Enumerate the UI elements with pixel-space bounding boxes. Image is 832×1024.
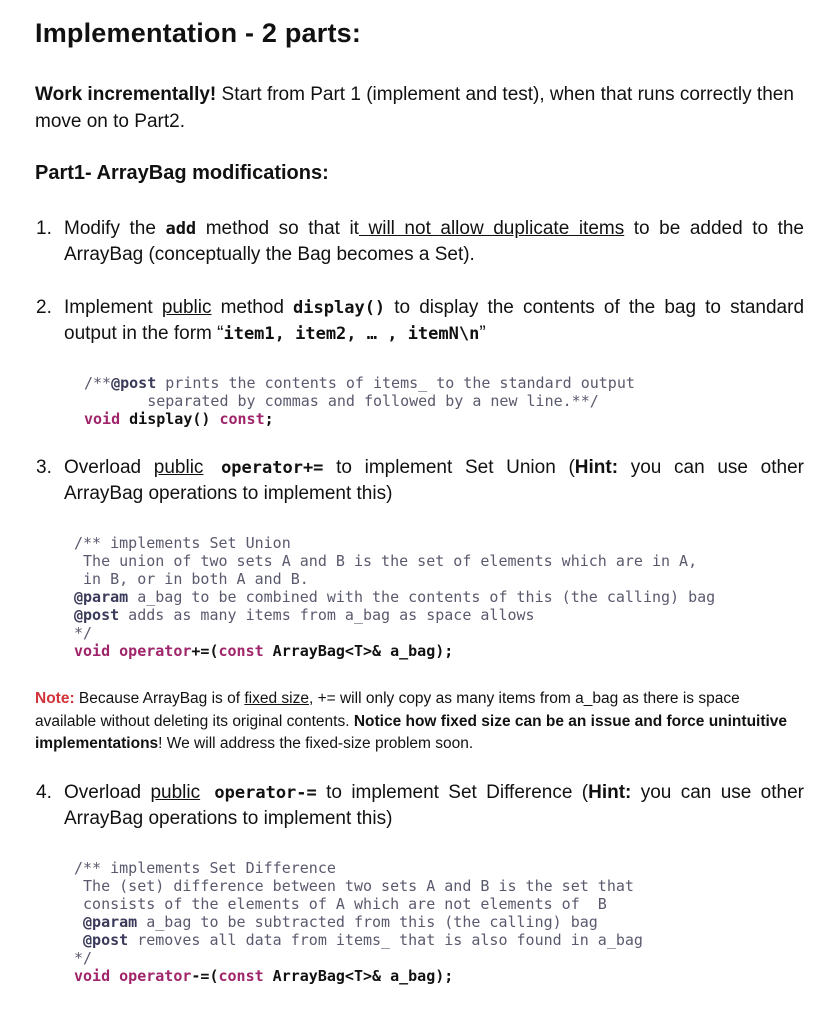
note-text: Because ArrayBag is of — [74, 690, 245, 707]
item-text — [64, 295, 804, 347]
inline-code: display() — [293, 298, 386, 318]
intro-text: Start from Part 1 (implement and test), when that runs correctly then move on to Part2. — [35, 84, 794, 132]
list-item-4 — [36, 780, 804, 832]
item-text-part: method so that it — [196, 218, 359, 239]
code-comment: removes all data from items_ that is also found in a_bag — [128, 931, 643, 949]
list-item-2 — [36, 295, 804, 347]
item-number: 2. — [36, 297, 52, 318]
hint-label: Hint: — [588, 782, 632, 803]
page-title: Implementation - 2 parts: — [35, 18, 362, 48]
code-tag: @post — [74, 606, 120, 624]
item-text — [64, 455, 804, 507]
code-plain: +=( — [191, 642, 219, 660]
underlined-text: public — [150, 782, 201, 803]
code-keyword: const — [219, 410, 265, 428]
code-plain: display() — [120, 410, 220, 428]
item-text-part: to be added to the ArrayBag (conceptually the Bag becomes a Set). — [64, 218, 804, 265]
note-label: Note: — [35, 690, 75, 707]
item-text-part: Overload — [64, 782, 151, 803]
item-text-part: method — [211, 297, 294, 318]
code-comment: /** — [84, 374, 112, 392]
code-tag: @param — [83, 913, 138, 931]
code-tag: @post — [111, 374, 157, 392]
underlined-text: public — [161, 297, 212, 318]
code-comment: /** implements Set Union — [74, 534, 291, 552]
item-text-part: to implement Set Union ( — [323, 457, 575, 478]
inline-code: item1, item2, … , itemN\n — [223, 324, 480, 344]
item-text-part: you can use other ArrayBag operations to implement this) — [64, 457, 804, 504]
code-comment: a_bag to be subtracted from this (the calling) bag — [137, 913, 598, 931]
code-keyword: void — [84, 410, 121, 428]
item-text — [64, 780, 804, 832]
item-text-part: Implement — [64, 297, 162, 318]
note-text: , += will only copy as many items from a_bag as there is space available without deleting its original contents. — [35, 690, 740, 730]
intro-paragraph — [35, 81, 805, 135]
code-comment: */ — [74, 949, 93, 967]
item-number: 3. — [36, 457, 52, 478]
list-item-1 — [36, 216, 804, 268]
note-text: ! We will address the fixed-size problem soon. — [158, 735, 474, 752]
intro-bold: Work incrementally! — [35, 84, 217, 105]
code-keyword: const — [218, 967, 264, 985]
hint-label: Hint: — [574, 457, 619, 478]
code-comment: The union of two sets A and B is the set of elements which are in A, — [74, 552, 698, 570]
underlined-text: fixed size — [244, 690, 309, 707]
code-plain: ArrayBag<T>& a_bag); — [263, 967, 454, 985]
underlined-text: public — [153, 457, 204, 478]
code-comment: /** implements Set Difference — [74, 859, 336, 877]
code-block-union — [74, 534, 715, 660]
part1-heading: Part1- ArrayBag modifications: — [35, 162, 329, 184]
code-keyword: operator — [110, 967, 192, 985]
item-text-part: Modify the — [64, 218, 166, 239]
item-text-part: to implement Set Difference ( — [316, 782, 589, 803]
code-comment: The (set) difference between two sets A and B is the set that — [74, 877, 634, 895]
code-comment: consists of the elements of A which are not elements of B — [74, 895, 607, 913]
code-comment: prints the contents of items_ to the standard output — [156, 374, 635, 392]
code-plain: ArrayBag<T>& a_bag); — [263, 642, 454, 660]
list-item-3 — [36, 455, 804, 507]
item-number: 4. — [36, 782, 52, 803]
item-text-part: to display the contents of the bag to standard output in the form “ — [64, 297, 805, 344]
code-keyword: void — [74, 967, 111, 985]
item-text — [64, 216, 804, 268]
item-number: 1. — [36, 218, 52, 239]
code-plain: -=( — [191, 967, 219, 985]
inline-code: operator+= — [203, 458, 324, 478]
code-comment: adds as many items from a_bag as space allows — [119, 606, 535, 624]
code-block-difference — [74, 859, 643, 985]
code-tag: @post — [83, 931, 129, 949]
code-comment: separated by commas and followed by a new line.**/ — [84, 392, 599, 410]
code-tag: @param — [74, 588, 129, 606]
code-comment: */ — [74, 624, 93, 642]
code-block-display — [84, 374, 635, 428]
code-keyword: void — [74, 642, 111, 660]
item-text-part: ” — [479, 323, 486, 344]
note-paragraph — [35, 688, 805, 756]
code-keyword: operator — [110, 642, 192, 660]
inline-code: add — [165, 219, 197, 239]
inline-code: operator-= — [200, 783, 317, 803]
code-comment: in B, or in both A and B. — [74, 570, 309, 588]
code-plain: ; — [264, 410, 274, 428]
item-text-part: you can use other ArrayBag operations to implement this) — [64, 782, 804, 829]
underlined-text: will not allow duplicate items — [358, 218, 625, 239]
code-comment: a_bag to be combined with the contents of this (the calling) bag — [128, 588, 716, 606]
code-keyword: const — [218, 642, 264, 660]
item-text-part: Overload — [64, 457, 154, 478]
note-bold: Notice how fixed size can be an issue and force unintuitive implementations — [35, 712, 788, 752]
